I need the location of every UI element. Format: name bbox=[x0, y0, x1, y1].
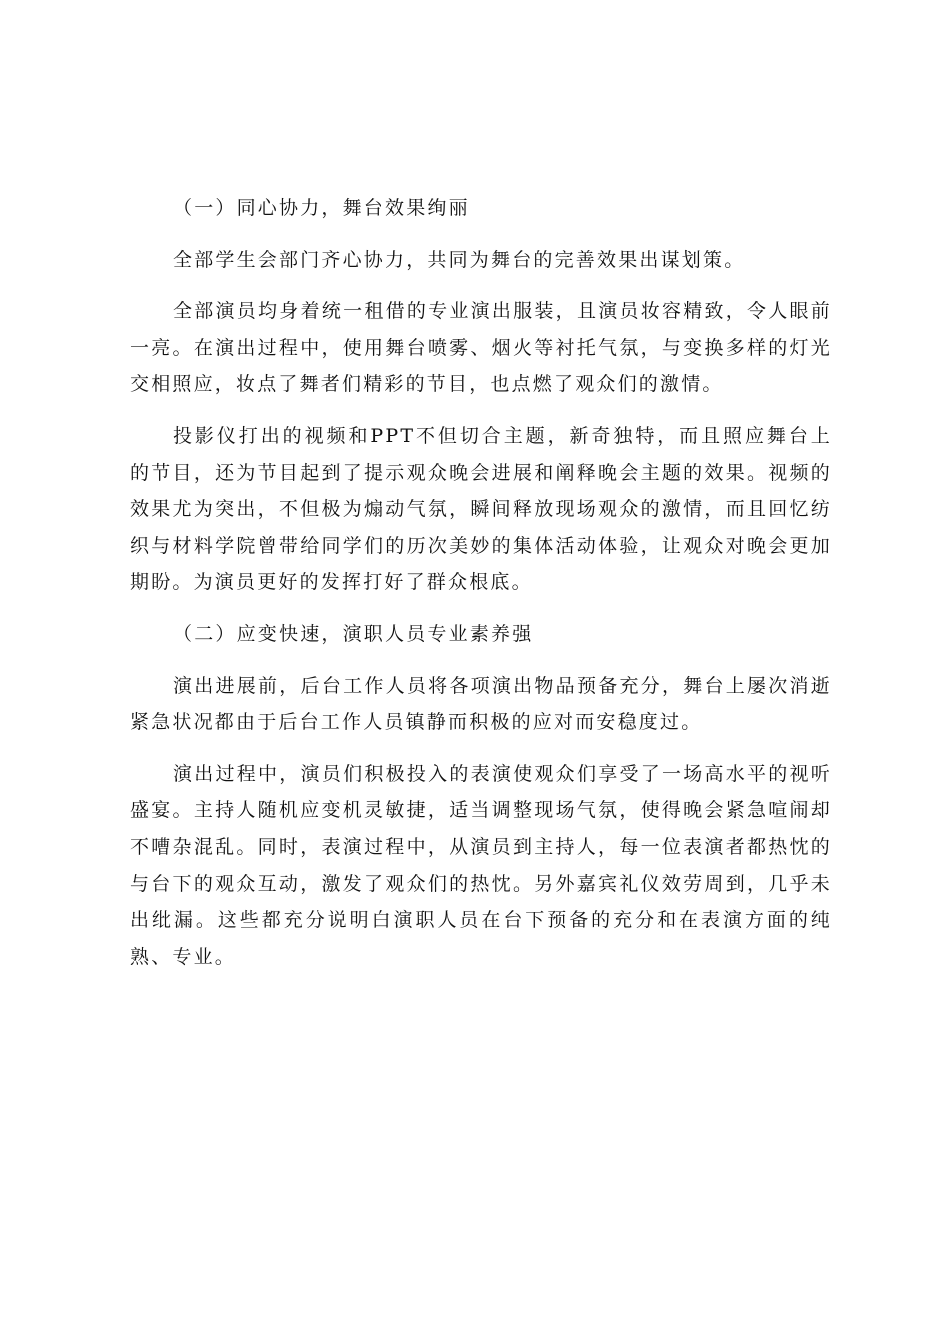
paragraph-1: 全部学生会部门齐心协力，共同为舞台的完善效果出谋划策。 bbox=[173, 248, 746, 271]
paragraph-5: 演出过程中，演员们积极投入的表演使观众们享受了一场高水平的视听盛宴。主持人随机应变机灵敏捷，适当调整现场气氛，使得晚会紧急喧闹却不嘈杂混乱。同时，表演过程中，从演员到主持人，每一位表演者都热忱的与台下的观众互动，激发了观众们的热忱。另外嘉宾礼仪效劳周到，几乎未出纰漏。这些都充分说明白演职人员在台下预备的充分和在表演方面的纯熟、专业。 bbox=[130, 762, 832, 968]
paragraph-2: 全部演员均身着统一租借的专业演出服装，且演员妆容精致，令人眼前一亮。在演出过程中，使用舞台喷雾、烟火等衬托气氛，与变换多样的灯光交相照应，妆点了舞者们精彩的节目，也点燃了观众们的激情。 bbox=[130, 300, 832, 396]
paragraph-3: 投影仪打出的视频和PPT不但切合主题，新奇独特，而且照应舞台上的节目，还为节目起到了提示观众晚会进展和阐释晚会主题的效果。视频的效果尤为突出，不但极为煽动气氛，瞬间释放现场观众的激情，而且回忆纺织与材料学院曾带给同学们的历次美妙的集体活动体验，让观众对晚会更加期盼。为演员更好的发挥打好了群众根底。 bbox=[130, 424, 832, 594]
section-heading-2: （二）应变快速，演职人员专业素养强 bbox=[173, 622, 534, 645]
section-heading-1: （一）同心协力，舞台效果绚丽 bbox=[173, 197, 470, 219]
document-body bbox=[130, 190, 832, 990]
paragraph-4: 演出进展前，后台工作人员将各项演出物品预备充分，舞台上屡次消逝紧急状况都由于后台工作人员镇静而积极的应对而安稳度过。 bbox=[130, 674, 832, 734]
